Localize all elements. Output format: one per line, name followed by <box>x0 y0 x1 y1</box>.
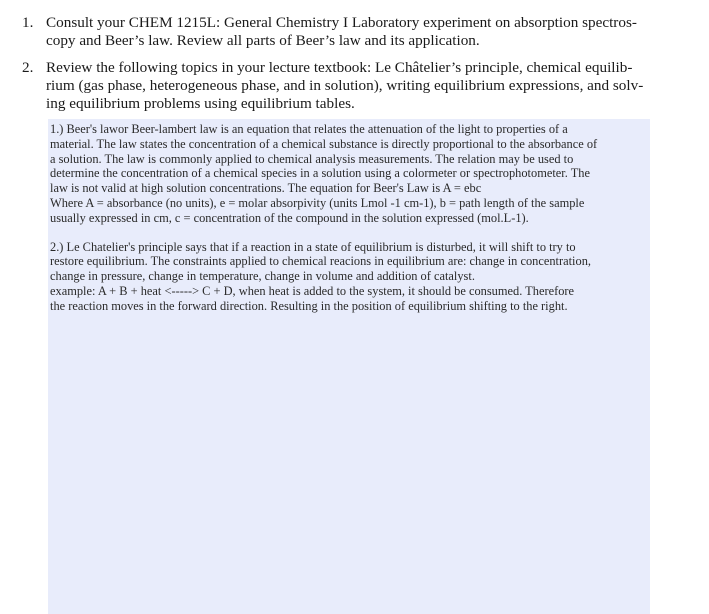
question-number: 1. <box>22 14 34 31</box>
answer-line: change in pressure, change in temperature, change in volume and addition of catalyst. <box>50 269 475 284</box>
answer-text-area[interactable] <box>48 119 650 614</box>
answer-line: determine the concentration of a chemical species in a solution using a colormeter or spectrophotometer. The <box>50 166 590 181</box>
answer-line: 1.) Beer's lawor Beer-lambert law is an equation that relates the attenuation of the light to properties of a <box>50 122 568 136</box>
answer-line: restore equilibrium. The constraints applied to chemical reacions in equilibrium are: change in concentration, <box>50 254 591 269</box>
question-item <box>22 14 662 50</box>
answer-line: the reaction moves in the forward direction. Resulting in the position of equilibrium shifting to the right. <box>50 298 568 313</box>
question-number: 2. <box>22 59 34 76</box>
question-text-line: copy and Beer’s law. Review all parts of Beer’s law and its application. <box>46 32 480 49</box>
question-text-line: rium (gas phase, heterogeneous phase, and in solution), writing equilibrium expressions, and solv- <box>46 77 644 94</box>
answer-paragraph <box>50 240 646 314</box>
question-text-line: ing equilibrium problems using equilibrium tables. <box>46 95 355 112</box>
answer-line: material. The law states the concentration of a chemical substance is directly proportional to the absorbance of <box>50 136 598 151</box>
question-text-line: Consult your CHEM 1215L: General Chemistry I Laboratory experiment on absorption spectros- <box>46 14 637 31</box>
question-item <box>22 59 662 113</box>
question-text-line: Review the following topics in your lecture textbook: Le Châtelier’s principle, chemical equilib- <box>46 59 633 76</box>
answer-line: 2.) Le Chatelier's principle says that if a reaction in a state of equilibrium is disturbed, it will shift to try to <box>50 239 576 254</box>
answer-paragraph <box>50 122 646 226</box>
answer-line: law is not valid at high solution concentrations. The equation for Beer's Law is A = ebc <box>50 181 482 196</box>
question-list <box>22 14 662 122</box>
answer-line: a solution. The law is commonly applied to chemical analysis measurements. The relation may be used to <box>50 151 574 166</box>
answer-line: Where A = absorbance (no units), e = molar absorpivity (units Lmol -1 cm-1), b = path length of the sample <box>50 195 585 210</box>
answer-line: example: A + B + heat <-----> C + D, when heat is added to the system, it should be consumed. Therefore <box>50 283 575 298</box>
answer-line: usually expressed in cm, c = concentration of the compound in the solution expressed (mol.L-1). <box>50 210 529 225</box>
